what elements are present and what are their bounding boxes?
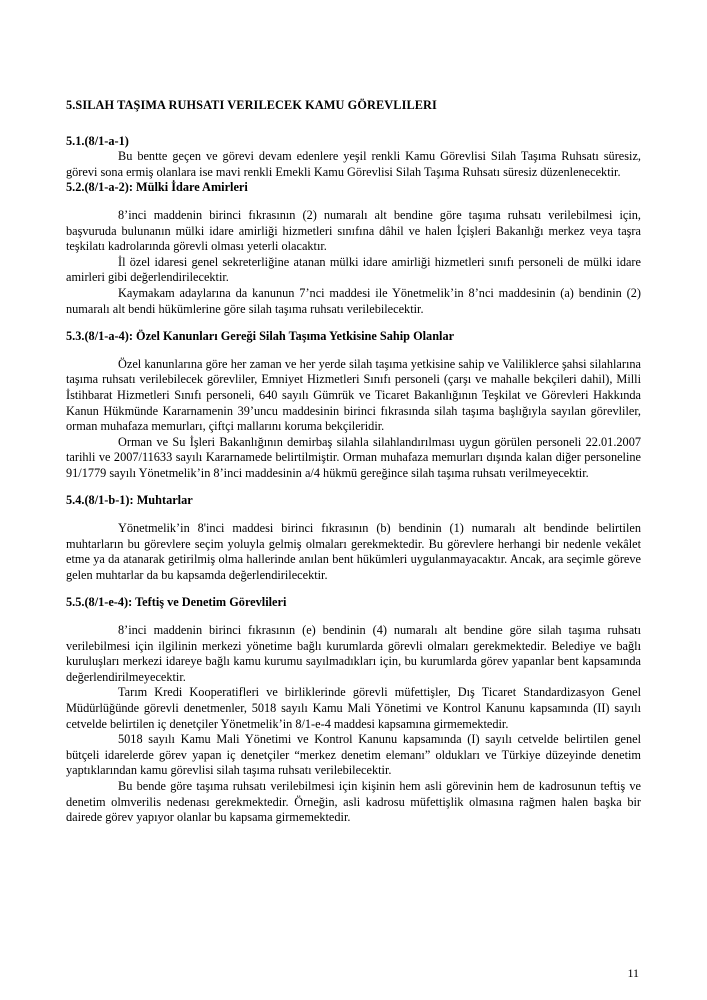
- paragraph: Bu bentte geçen ve görevi devam edenlere yeşil renkli Kamu Görevlisi Silah Taşıma Ruhsatı süresiz, görevi sona ermiş olanlara ise mavi renkli Emekli Kamu Görevlisi Silah Taşıma Ruhsatı süresiz düzenlenecektir.: [66, 149, 641, 179]
- page-number: 11: [627, 966, 639, 980]
- paragraph: İl özel idaresi genel sekreterliğine atanan mülki idare amirliği hizmetleri sınıfı personeli de mülki idare amirleri gibi değerlendirilecektir.: [66, 254, 641, 285]
- paragraph: Kaymakam adaylarına da kanunun 7’nci maddesi ile Yönetmelik’in 8’nci maddesinin (a) bendinin (2) numaralı alt bendi hükümlerine göre silah taşıma ruhsatı verilebilecektir.: [66, 285, 641, 316]
- paragraph: Bu bende göre taşıma ruhsatı verilebilmesi için kişinin hem asli görevinin hem de kadrosunun teftiş ve denetim olmverilis nedenası gerekmektedir. Örneğin, asli kadrosu müfettişlik olmasına rağmen halen başka bir dairede görev yapıyor olanlar bu kapsama girmemektedir.: [66, 778, 641, 825]
- section-heading-5-2: 5.2.(8/1-a-2): Mülki İdare Amirleri: [66, 180, 248, 195]
- paragraph: 5018 sayılı Kamu Mali Yönetimi ve Kontrol Kanunu kapsamında (I) sayılı cetvelde belirtilen genel bütçeli idarelerde görev yapan iç denetçiler “merkez denetim elemanı” oldukları ve Türkiye düzeyinde denetim yaptıklarından kamu görevlisi silah taşıma ruhsatı verilebilecektir.: [66, 732, 641, 778]
- section-heading-5-3: 5.3.(8/1-a-4): Özel Kanunları Gereği Silah Taşıma Yetkisine Sahip Olanlar: [66, 329, 455, 344]
- paragraph: Yönetmelik’in 8'inci maddesi birinci fıkrasının (b) bendinin (1) numaralı alt bendinde belirtilen muhtarların bu görevlere seçim yoluyla gelmiş olmaları gerekmektedir. Bu görevlere herhangi bir nedenle vekâlet etme ya da atanarak getirilmiş olma hallerinde anılan bent hükümleri uygulanmayacaktır. Ancak, ara seçimle göreve gelen muhtarlar da bu kapsamda değerlendirilecektir.: [66, 521, 641, 582]
- section-heading-5-5: 5.5.(8/1-e-4): Teftiş ve Denetim Görevlileri: [66, 595, 287, 610]
- document-body: [66, 98, 641, 826]
- main-title: 5.SILAH TAŞIMA RUHSATI VERILECEK KAMU GÖREVLILERI: [66, 98, 437, 112]
- paragraph: Orman ve Su İşleri Bakanlığının demirbaş silahla silahlandırılması uygun görülen personeli 22.01.2007 tarihli ve 2007/11633 sayılı Kararnamede belirtilmiştir. Orman muhafaza memurları dışında kalan diğer personeline 91/1779 sayılı Yönetmelik’in 8’inci maddesinin a/4 hükmü gereğince silah taşıma ruhsatı verilmeyecektir.: [66, 434, 641, 480]
- paragraph: 8’inci maddenin birinci fıkrasının (2) numaralı alt bendine göre taşıma ruhsatı verilebilmesi için, başvuruda bulunanın mülki idare amirliği hizmetleri sınıfına dâhil ve halen İçişleri Bakanlığı merkez veya taşra teşkilatı kadrolarında görevli olması yeterli olacaktır.: [66, 207, 641, 254]
- section-heading-5-1: 5.1.(8/1-a-1): [66, 133, 129, 148]
- paragraph: Özel kanunlarına göre her zaman ve her yerde silah taşıma yetkisine sahip ve Valiliklerce şahsi silahlarına taşıma ruhsatı verilebilecek görevliler, Emniyet Hizmetleri Sınıfı personeli (çarşı ve mahalle bekçileri dahil), Milli İstihbarat Hizmetleri Sınıfı personeli, 640 sayılı Gümrük ve Ticaret Bakanlığının Teşkilat ve Görevleri Hakkında Kanun Hükmünde Kararnamenin 39’uncu maddesinin birinci fıkrasında silah taşıma başlığıyla sayılan görevliler, orman muhafaza memurları, çiftçi mallarını koruma bekçileridir.: [66, 356, 641, 434]
- paragraph: Tarım Kredi Kooperatifleri ve birliklerinde görevli müfettişler, Dış Ticaret Standardizasyon Genel Müdürlüğünde görevli denetmenler, 5018 sayılı Kamu Mali Yönetimi ve Kontrol Kanunu kapsamında (II) sayılı cetvelde belirtilen iç denetçiler Yönetmelik’in 8/1-e-4 maddesi kapsamına girmemektedir.: [66, 685, 641, 731]
- section-heading-5-4: 5.4.(8/1-b-1): Muhtarlar: [66, 493, 193, 508]
- paragraph: 8’inci maddenin birinci fıkrasının (e) bendinin (4) numaralı alt bendine göre silah taşıma ruhsatı verilebilmesi için ilgilinin merkezi yönetime bağlı kurumlarda görevli olmaları gerekmektedir. Belediye ve bağlı kuruluşları merkezi idareye bağlı kamu kurumu sayılmadıkları için, bu kurumlarda görev yapanlar bent kapsamında değerlendirilmeyecektir.: [66, 623, 641, 684]
